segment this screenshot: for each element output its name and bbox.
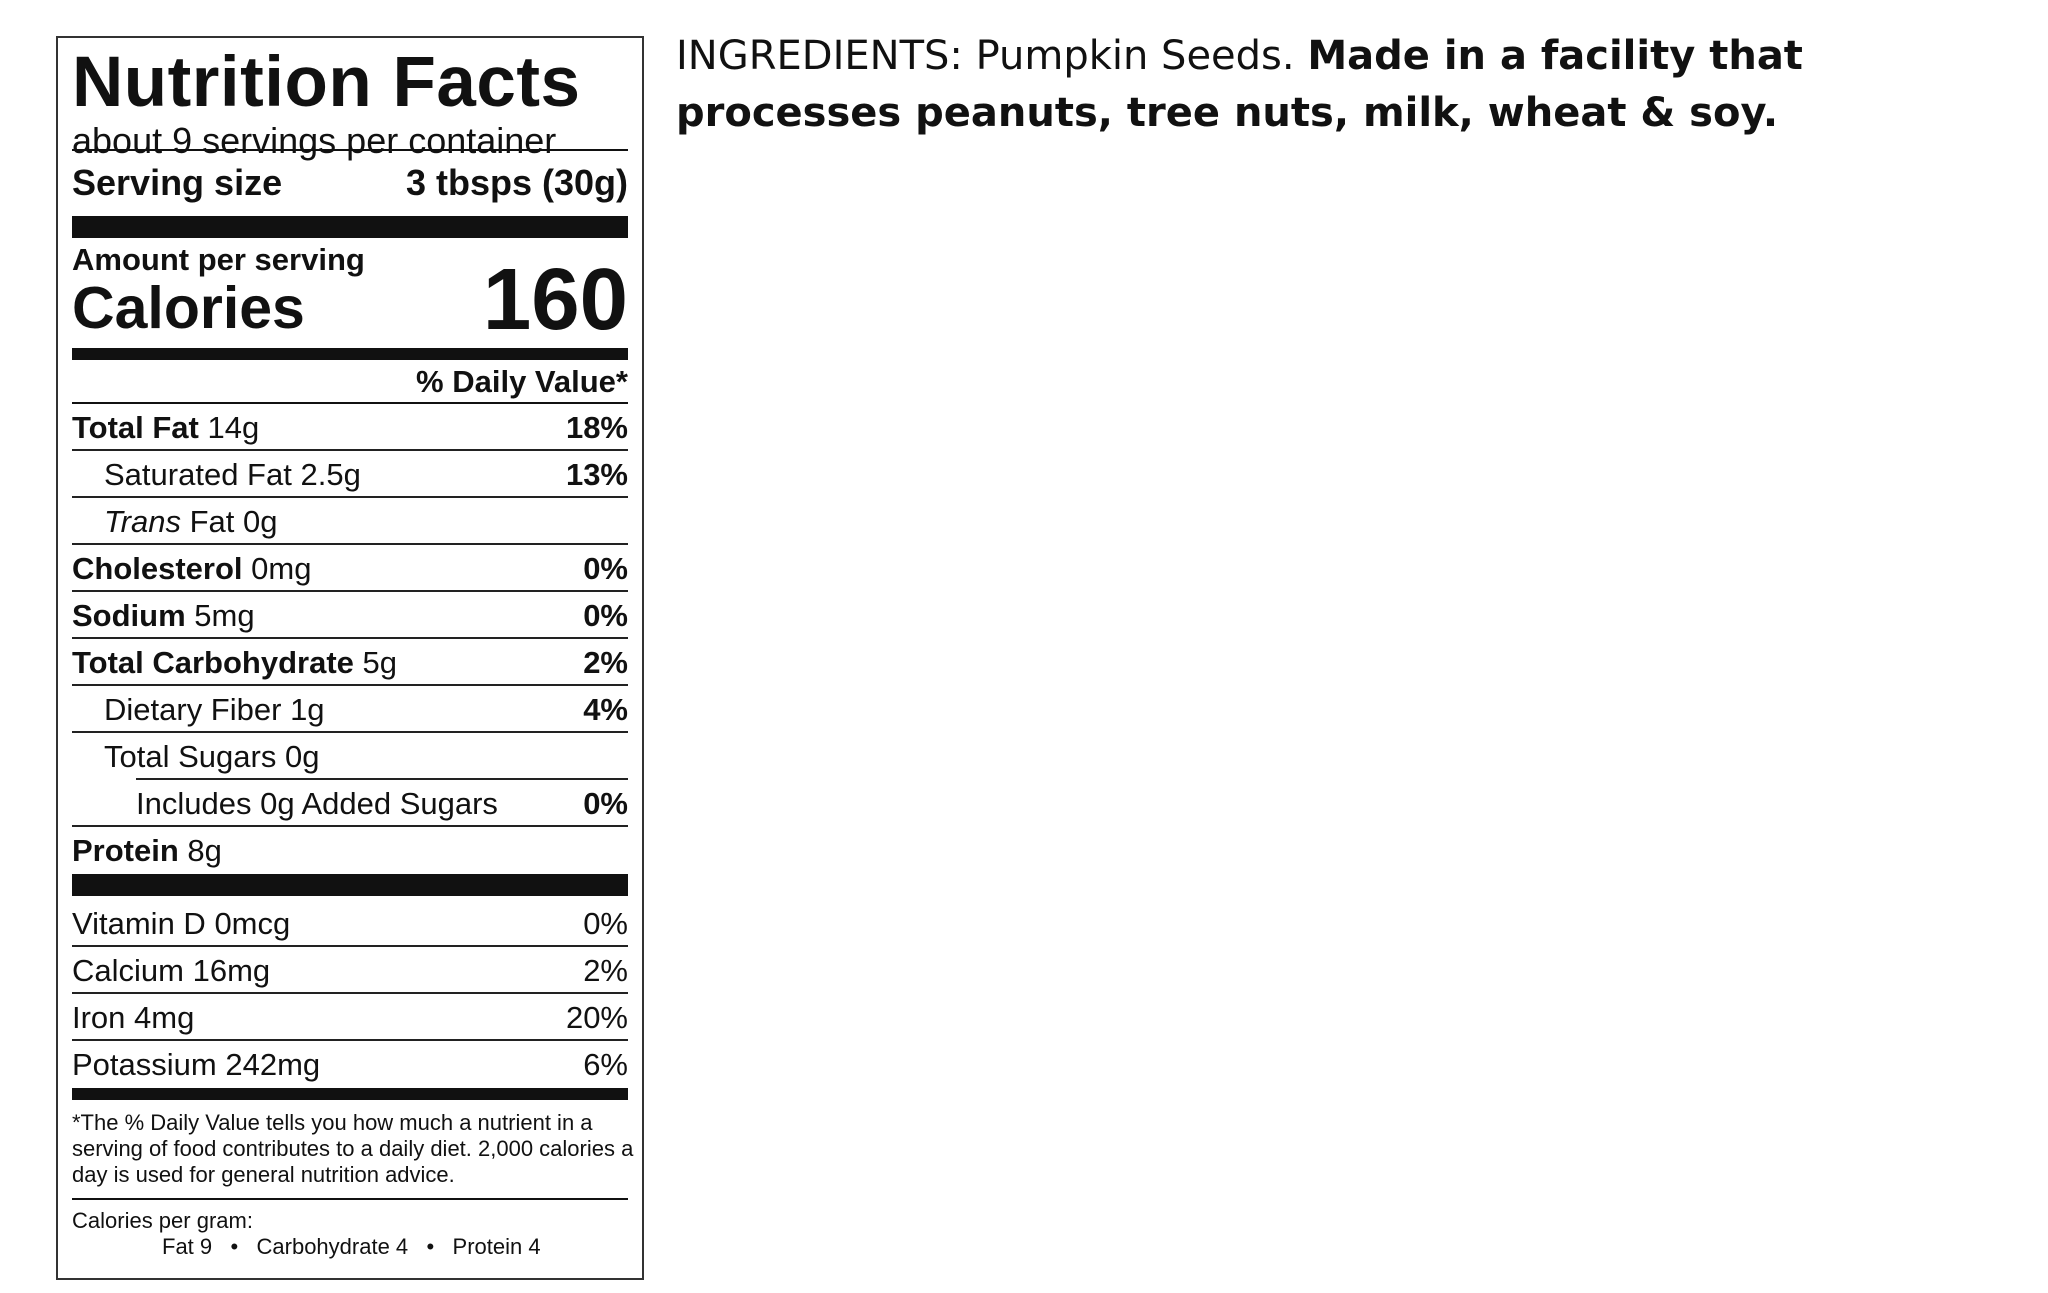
vitamin-amount: 4mg xyxy=(134,1000,195,1035)
medium-divider xyxy=(72,1088,628,1100)
ingredients-statement xyxy=(676,28,2016,142)
nutrient-dv: 4% xyxy=(583,692,628,727)
serving-size-label: Serving size xyxy=(72,162,283,203)
nutrient-name: Dietary Fiber xyxy=(104,692,282,727)
nutrient-amount: 8g xyxy=(187,833,222,868)
allergen-statement: Made in a facility that processes peanuts, tree nuts, milk, wheat & soy. xyxy=(676,33,1803,136)
vitamin-name: Iron xyxy=(72,1000,126,1035)
nutrient-amount: 0g xyxy=(284,739,320,774)
nutrient-row-trans-fat xyxy=(72,498,628,545)
nutrient-row-saturated-fat xyxy=(72,451,628,498)
nutrient-amount: 5g xyxy=(362,645,398,680)
serving-size-value: 3 tbsps (30g) xyxy=(405,162,628,203)
nutrient-dv: 13% xyxy=(565,457,628,492)
nutrient-row-added-sugars xyxy=(72,780,628,827)
vitamin-row-vitamin-d xyxy=(72,900,628,947)
nutrient-row-protein xyxy=(72,827,628,874)
nutrient-dv: 0% xyxy=(583,786,628,821)
nutrient-amount: 14g xyxy=(207,410,260,445)
vitamin-row-potassium xyxy=(72,1041,628,1088)
vitamin-amount: 242mg xyxy=(225,1047,321,1082)
vitamin-amount: 0mcg xyxy=(214,906,291,941)
nutrient-name: Total Fat xyxy=(72,410,199,445)
thick-divider xyxy=(72,216,628,238)
vitamin-dv: 20% xyxy=(565,1000,628,1035)
nutrient-name: Trans xyxy=(104,504,181,539)
ingredients-text: INGREDIENTS: Pumpkin Seeds. xyxy=(676,33,1295,79)
footnote-line: serving of food contributes to a daily diet. 2,000 calories a xyxy=(72,1136,634,1161)
nutrient-name: Sodium xyxy=(72,598,186,633)
nutrient-dv: 2% xyxy=(583,645,628,680)
nutrient-row-cholesterol xyxy=(72,545,628,592)
nutrient-amount: Fat 0g xyxy=(189,504,278,539)
nutrient-amount: 5mg xyxy=(194,598,255,633)
nutrient-name: Total Carbohydrate xyxy=(72,645,354,680)
nutrient-row-dietary-fiber xyxy=(72,686,628,733)
nutrient-amount: 2.5g xyxy=(300,457,361,492)
vitamin-dv: 2% xyxy=(583,953,628,988)
nutrient-name: Protein xyxy=(72,833,179,868)
vitamin-dv: 6% xyxy=(583,1047,628,1082)
vitamin-name: Calcium xyxy=(72,953,184,988)
nutrient-name: Saturated Fat xyxy=(104,457,292,492)
calories-per-gram-label: Calories per gram: xyxy=(72,1208,253,1233)
nutrient-row-total-sugars xyxy=(72,733,628,780)
nutrient-amount: 0mg xyxy=(251,551,312,586)
nutrient-amount: 1g xyxy=(290,692,325,727)
nutrition-facts-panel xyxy=(56,36,644,1280)
nutrient-name: Includes 0g Added Sugars xyxy=(136,786,498,821)
divider xyxy=(72,1198,628,1200)
calories-per-gram-values: Fat 9 • Carbohydrate 4 • Protein 4 xyxy=(162,1234,541,1259)
calories-value: 160 xyxy=(482,251,628,348)
nutrient-dv: 0% xyxy=(583,551,628,586)
nutrient-name: Total Sugars xyxy=(104,739,277,774)
calories-label: Calories xyxy=(72,275,305,341)
nutrition-facts-title: Nutrition Facts xyxy=(72,43,581,122)
vitamin-amount: 16mg xyxy=(192,953,271,988)
nutrient-dv: 18% xyxy=(565,410,628,445)
nutrient-name: Cholesterol xyxy=(72,551,243,586)
footnote-line: *The % Daily Value tells you how much a nutrient in a xyxy=(72,1110,593,1135)
vitamin-row-calcium xyxy=(72,947,628,994)
nutrient-row-total-fat xyxy=(72,404,628,451)
vitamin-row-iron xyxy=(72,994,628,1041)
medium-divider xyxy=(72,348,628,360)
vitamin-name: Vitamin D xyxy=(72,906,206,941)
vitamin-name: Potassium xyxy=(72,1047,217,1082)
nutrient-row-total-carbohydrate xyxy=(72,639,628,686)
vitamin-dv: 0% xyxy=(583,906,628,941)
amount-per-serving: Amount per serving xyxy=(72,242,365,277)
nutrient-row-sodium xyxy=(72,592,628,639)
nutrient-dv: 0% xyxy=(583,598,628,633)
footnote-line: day is used for general nutrition advice. xyxy=(72,1162,455,1187)
daily-value-header: % Daily Value* xyxy=(416,364,628,399)
servings-per-container: about 9 servings per container xyxy=(72,120,557,161)
thick-divider xyxy=(72,874,628,896)
